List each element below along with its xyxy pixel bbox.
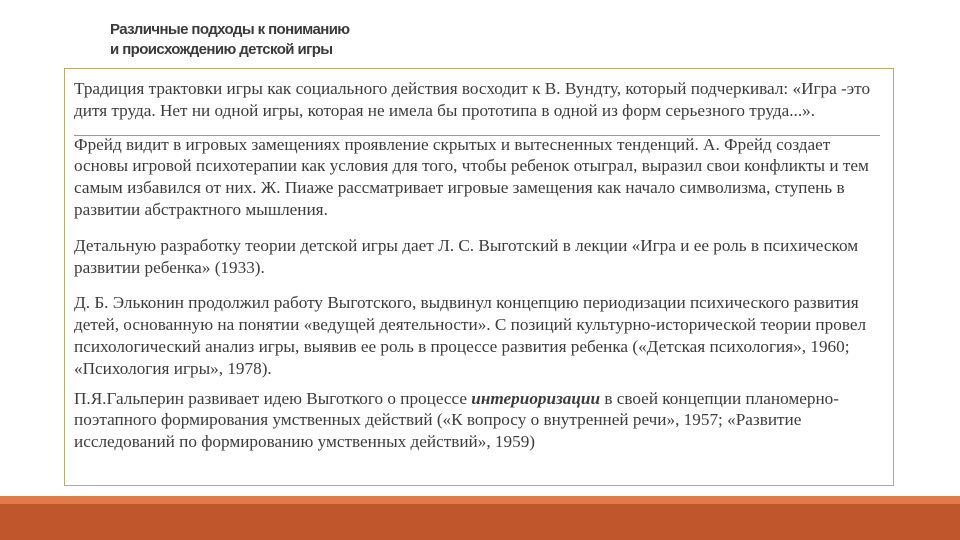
slide-title: [110, 20, 830, 60]
paragraph-galperin-start: П.Я.Гальперин развивает идею Выготкого о процессе: [74, 388, 472, 408]
paragraph-elkonin: Д. Б. Эльконин продолжил работу Выготского, выдвинул концепцию периодизации психического развития детей, основанную на понятии «ведущей деятельности». С позиций культурно-исторической теории провел психологический анализ игры, выявив ее роль в процессе развития ребенка («Детская психология», 1960; «Психология игры», 1978).: [74, 293, 867, 378]
paragraph-wundt: Традиция трактовки игры как социального действия восходит к В. Вундту, который подчеркивал: «Игра -это дитя труда. Нет ни одной игры, которая не имела бы прототипа в одной из форм серьезного труда...».: [74, 79, 871, 120]
paragraph-galperin: [74, 388, 885, 453]
slide-title-line-1: Различные подходы к пониманию: [110, 21, 350, 38]
paragraph-vygotsky: Детальную разработку теории детской игры дает Л. С. Выготский в лекции «Игра и ее роль в психическом развитии ребенка» (1933).: [74, 235, 859, 277]
footer-bar: [0, 504, 960, 540]
paragraph-galperin-end: в своей концепции планомерно-поэтапного формирования умственных действий («К вопросу о внутренней речи», 1957; «Развитие исследований по формированию умственных действий», 1959): [74, 388, 839, 452]
footer-accent-strip: [0, 496, 960, 504]
slide-title-line-2: и происхождению детской игры: [110, 41, 333, 58]
emphasis-interiorization: интериоризации: [471, 388, 601, 408]
horizontal-divider: [74, 135, 880, 136]
paragraph-freud: Фрейд видит в игровых замещениях проявление скрытых и вытесненных тенденций. А. Фрейд создает основы игровой психотерапии как условия для того, чтобы ребенок отыграл, выразил свои конфликты и тем самым избавился от них. Ж. Пиаже рассматривает игровые замещения как начало символизма, ступень в развитии абстрактного мышления.: [74, 134, 869, 219]
content-box: [64, 68, 894, 486]
